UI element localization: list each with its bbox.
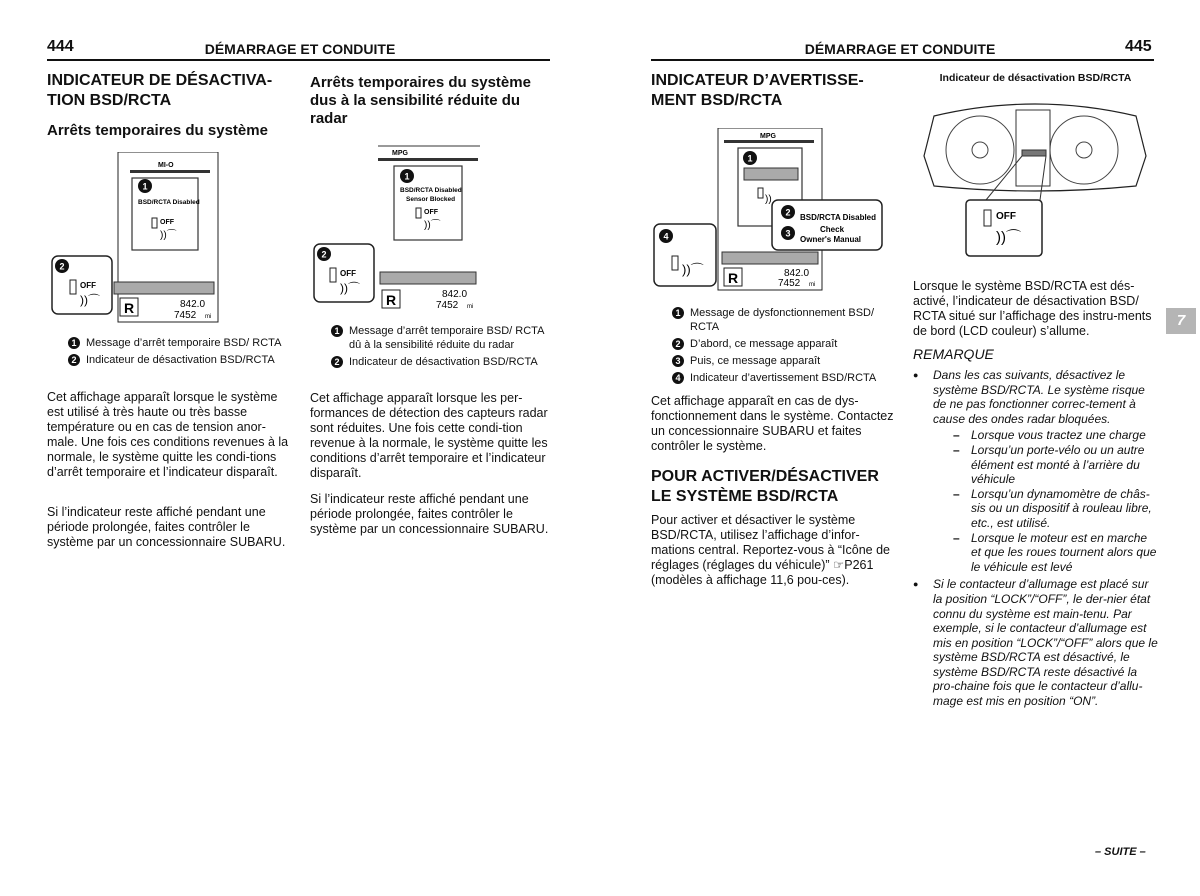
fig1-off-label: OFF (160, 219, 174, 226)
fig1-inset-wave-icon: ))⌒ (80, 293, 100, 307)
continued-footer: – SUITE – (1095, 846, 1146, 858)
right-col1-title: INDICATEUR D’AVERTISSE-MENT BSD/RCTA (651, 72, 864, 109)
fig4-wave-icon: ))⌒ (996, 229, 1021, 246)
legend-item: 2 Indicateur de désactivation BSD/RCTA (331, 355, 556, 369)
right-figure-2 (920, 96, 1150, 260)
fig2-gear: R (386, 292, 397, 308)
legend-item: 2 D’abord, ce message apparaît (672, 337, 897, 351)
left-page-number: 444 (47, 38, 74, 55)
right-figure-1 (652, 128, 892, 300)
fig4-off-label: OFF (996, 211, 1016, 222)
fig1-callout-2: 2 (59, 261, 65, 272)
fig2-callout-2: 2 (321, 249, 327, 260)
fig2-off-label: OFF (424, 209, 438, 216)
fig2-odo-total: 7452 (436, 300, 459, 311)
right-section-header: DÉMARRAGE ET CONDUITE (804, 41, 996, 57)
fig3-callout-1: 1 (747, 153, 753, 164)
note-item-2: ● Si le contacteur d’allumage est placé sur la position “LOCK”/“OFF”, le der-nier état connu du système est main-tenu. Par exemple, si le contacteur d’allumage est mis en position “LOCK”/“OFF” alors que le système BSD/RCTA est désactivé, le système BSD/RCTA reste désactivé la pro-chaine fois que le contacteur d’allu-mage est mis en position “ON”. (913, 577, 1158, 708)
left-col1-para1: Cet affichage apparaît lorsque le système est utilisé à très haute ou très basse température ou en cas de tension anor-male. Une fois ces conditions revenues à la normale, le système quitte les condi-tions d’arrêt temporaire et l’indicateur disparaît. (47, 390, 289, 479)
right-header-rule (651, 59, 1154, 61)
left-col1-subtitle: Arrêts temporaires du système (47, 122, 268, 139)
fig1-inset-off-label: OFF (80, 281, 96, 290)
left-col2-para2: Si l’indicateur reste affiché pendant une période prolongée, faites contrôler le système par un concessionnaire SUBARU. (310, 492, 549, 536)
left-section-header: DÉMARRAGE ET CONDUITE (204, 41, 396, 57)
note-heading: REMARQUE (913, 346, 994, 362)
fig2-odo-unit: mi (467, 304, 474, 310)
fig1-gauge-label: MI-O (158, 162, 174, 169)
fig1-message: BSD/RCTA Disabled (138, 199, 200, 206)
left-col1-title: INDICATEUR DE DÉSACTIVA-TION BSD/RCTA (47, 72, 273, 109)
fig3-wave-icon: )) (765, 194, 772, 205)
note-subitem: – Lorsqu’un dynamomètre de châs-sis ou un dispositif à rouleau libre, etc., est utilisé. (953, 487, 1158, 531)
fig1-odo-total: 7452 (174, 310, 197, 321)
fig1-wave-icon: ))⌒ (160, 230, 177, 241)
note-subitem: – Lorsque vous tractez une charge (953, 428, 1158, 443)
fig3-msg-line1: BSD/RCTA Disabled (800, 213, 877, 222)
note-list (913, 368, 1158, 712)
fig1-odo-trip: 842.0 (180, 299, 206, 310)
left-col1-para2: Si l’indicateur reste affiché pendant une période prolongée, faites contrôler le système par un concessionnaire SUBARU. (47, 505, 286, 549)
legend-item: 1 Message de dysfonctionnement BSD/ RCTA (672, 306, 897, 334)
left-col2-title: Arrêts temporaires du système dus à la sensibilité réduite du radar (310, 74, 531, 127)
legend-item: 1 Message d’arrêt temporaire BSD/ RCTA dû à la sensibilité réduite du radar (331, 324, 556, 352)
fig2-wave-icon: ))⌒ (424, 220, 441, 231)
fig3-msg-line2: Check (820, 225, 845, 234)
fig3-callout-2: 2 (785, 207, 791, 218)
right-col1-para1: Cet affichage apparaît en cas de dys-fonctionnement dans le système. Contactez un concessionnaire SUBARU et faites contrôler le système. (651, 394, 894, 453)
fig3-inset-wave-icon: ))⌒ (682, 262, 704, 277)
right-figure-caption: Indicateur de désactivation BSD/RCTA (939, 72, 1132, 84)
legend-item: 4 Indicateur d’avertissement BSD/RCTA (672, 371, 897, 385)
right-col1-legend (672, 306, 897, 388)
fig3-gear: R (728, 270, 739, 286)
fig2-inset-off-label: OFF (340, 269, 356, 278)
fig2-gauge-label: MPG (392, 150, 408, 157)
note-subitem: – Lorsque le moteur est en marche et que les roues tournent alors que le véhicule est levé (953, 531, 1158, 575)
note-subitem: – Lorsqu’un porte-vélo ou un autre élément est monté à l’arrière du véhicule (953, 443, 1158, 487)
chapter-tab: 7 (1166, 308, 1196, 334)
right-col1-section2-title: POUR ACTIVER/DÉSACTIVER LE SYSTÈME BSD/RCTA (651, 468, 879, 505)
left-header-rule (47, 59, 550, 61)
left-figure-1 (50, 152, 290, 328)
fig3-msg-line3: Owner's Manual (800, 235, 862, 244)
left-col2-para1: Cet affichage apparaît lorsque les per-formances de détection des capteurs radar sont réduites. Une fois cette condi-tion revenue à la normale, le système quitte les conditions d’arrêt temporaire et l’indicateur disparaît. (310, 391, 548, 480)
fig3-callout-4: 4 (663, 231, 669, 242)
legend-item: 2 Indicateur de désactivation BSD/RCTA (68, 353, 293, 367)
fig1-odo-unit: mi (205, 314, 212, 320)
fig2-message-line2: Sensor Blocked (406, 196, 456, 203)
left-col2-legend (331, 324, 556, 372)
left-col1-legend (68, 336, 293, 370)
fig2-callout-1: 1 (404, 171, 410, 182)
fig3-gauge-label: MPG (760, 133, 776, 140)
right-page-number: 445 (1125, 38, 1152, 55)
fig3-odo-total: 7452 (778, 278, 801, 289)
fig2-message-line1: BSD/RCTA Disabled (400, 187, 462, 194)
fig1-callout-1: 1 (142, 181, 148, 192)
fig3-odo-unit: mi (809, 282, 816, 288)
right-col1-para2: Pour activer et désactiver le système BSD/RCTA, utilisez l’affichage d’infor-mations central. Reportez-vous à “Icône de réglages (réglages du véhicule)” ☞P261 (modèles à affichage 11,6 pou-ces). (651, 513, 891, 587)
fig1-gear: R (124, 300, 135, 316)
fig3-callout-3: 3 (785, 228, 791, 239)
legend-item: 1 Message d’arrêt temporaire BSD/ RCTA (68, 336, 293, 350)
right-col2-para1: Lorsque le système BSD/RCTA est dés-activé, l’indicateur de désactivation BSD/ RCTA situé sur l’affichage des instru-ments de bord (LCD couleur) s’allume. (913, 279, 1152, 338)
note-item-1: ● Dans les cas suivants, désactivez le système BSD/RCTA. Le système risque de ne pas fonctionner correc-tement à cause des ondes radar bloquées. – Lorsque vous tractez une charge – Lorsqu’un porte-vélo ou un autre élément est monté à l’arrière du véhicule – Lorsqu’un dynamomètre de châs-sis ou un dispositif à rouleau libre, etc., est utilisé. – Lorsque le moteur est en marche et que les roues tournent alors que le véhicule est levé (913, 368, 1158, 574)
fig2-inset-wave-icon: ))⌒ (340, 281, 360, 295)
fig2-odo-trip: 842.0 (442, 289, 468, 300)
left-figure-2 (312, 144, 552, 312)
fig3-odo-trip: 842.0 (784, 268, 810, 279)
legend-item: 3 Puis, ce message apparaît (672, 354, 897, 368)
